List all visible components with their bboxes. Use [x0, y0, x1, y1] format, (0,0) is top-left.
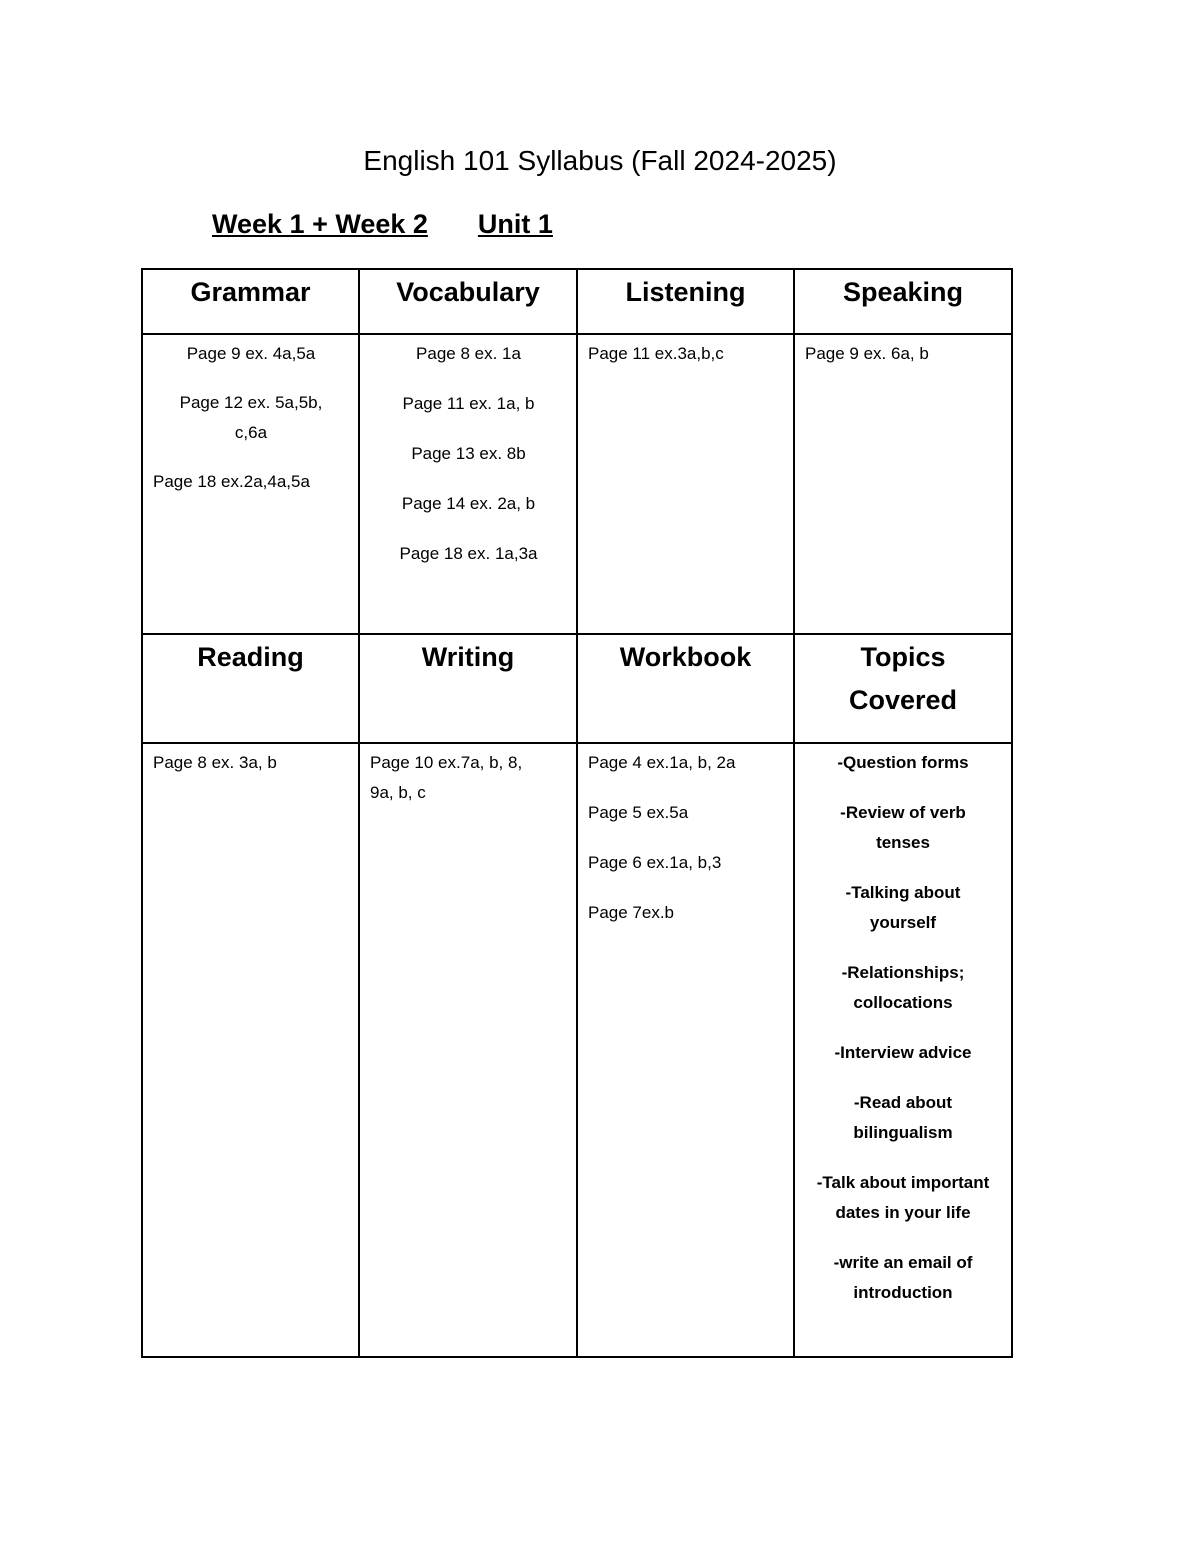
topic-item: -Review of verb tenses — [840, 803, 966, 852]
unit-label: Unit 1 — [477, 209, 553, 239]
list-item: Page 11 ex. 1a, b — [402, 394, 535, 413]
header-topics-covered: Topics Covered — [794, 634, 1012, 743]
list-item: Page 5 ex.5a — [588, 803, 689, 822]
topic-item: -write an email of introduction — [833, 1253, 973, 1302]
listening-cell — [577, 334, 794, 634]
header-vocabulary: Vocabulary — [359, 269, 577, 334]
writing-cell — [359, 743, 577, 1357]
vocabulary-cell — [359, 334, 577, 634]
list-item: Page 18 ex.2a,4a,5a — [153, 472, 310, 491]
week-unit-heading — [212, 207, 553, 241]
topic-item: -Relationships; collocations — [841, 963, 965, 1012]
table-row — [142, 269, 1012, 334]
topic-item: -Talk about important dates in your life — [816, 1173, 990, 1222]
header-listening: Listening — [577, 269, 794, 334]
table-row — [142, 634, 1012, 743]
weeks-label: Week 1 + Week 2 — [212, 209, 428, 239]
list-item: Page 9 ex. 6a, b — [805, 344, 929, 363]
list-item: Page 4 ex.1a, b, 2a — [588, 753, 736, 772]
syllabus-table — [141, 268, 1013, 1358]
header-writing: Writing — [359, 634, 577, 743]
list-item: Page 6 ex.1a, b,3 — [588, 853, 722, 872]
document-title: English 101 Syllabus (Fall 2024-2025) — [363, 145, 837, 176]
list-item: Page 18 ex. 1a,3a — [399, 544, 538, 563]
list-item: Page 8 ex. 3a, b — [153, 753, 277, 772]
list-item: Page 12 ex. 5a,5b, c,6a — [179, 393, 323, 442]
grammar-cell — [142, 334, 359, 634]
table-row — [142, 743, 1012, 1357]
list-item: Page 13 ex. 8b — [411, 444, 526, 463]
topic-item: -Read about bilingualism — [853, 1093, 953, 1142]
list-item: Page 9 ex. 4a,5a — [186, 344, 316, 363]
topic-item: -Interview advice — [834, 1043, 972, 1062]
topic-item: -Question forms — [837, 753, 969, 772]
header-grammar: Grammar — [142, 269, 359, 334]
header-reading: Reading — [142, 634, 359, 743]
topic-item: -Talking about yourself — [845, 883, 961, 932]
table-row — [142, 334, 1012, 634]
list-item: Page 8 ex. 1a — [416, 344, 521, 363]
header-workbook: Workbook — [577, 634, 794, 743]
topics-cell — [794, 743, 1012, 1357]
list-item: Page 11 ex.3a,b,c — [588, 344, 724, 363]
header-speaking: Speaking — [794, 269, 1012, 334]
workbook-cell — [577, 743, 794, 1357]
list-item: Page 10 ex.7a, b, 8, 9a, b, c — [370, 753, 523, 802]
speaking-cell — [794, 334, 1012, 634]
list-item: Page 7ex.b — [588, 903, 675, 922]
reading-cell — [142, 743, 359, 1357]
list-item: Page 14 ex. 2a, b — [401, 494, 536, 513]
